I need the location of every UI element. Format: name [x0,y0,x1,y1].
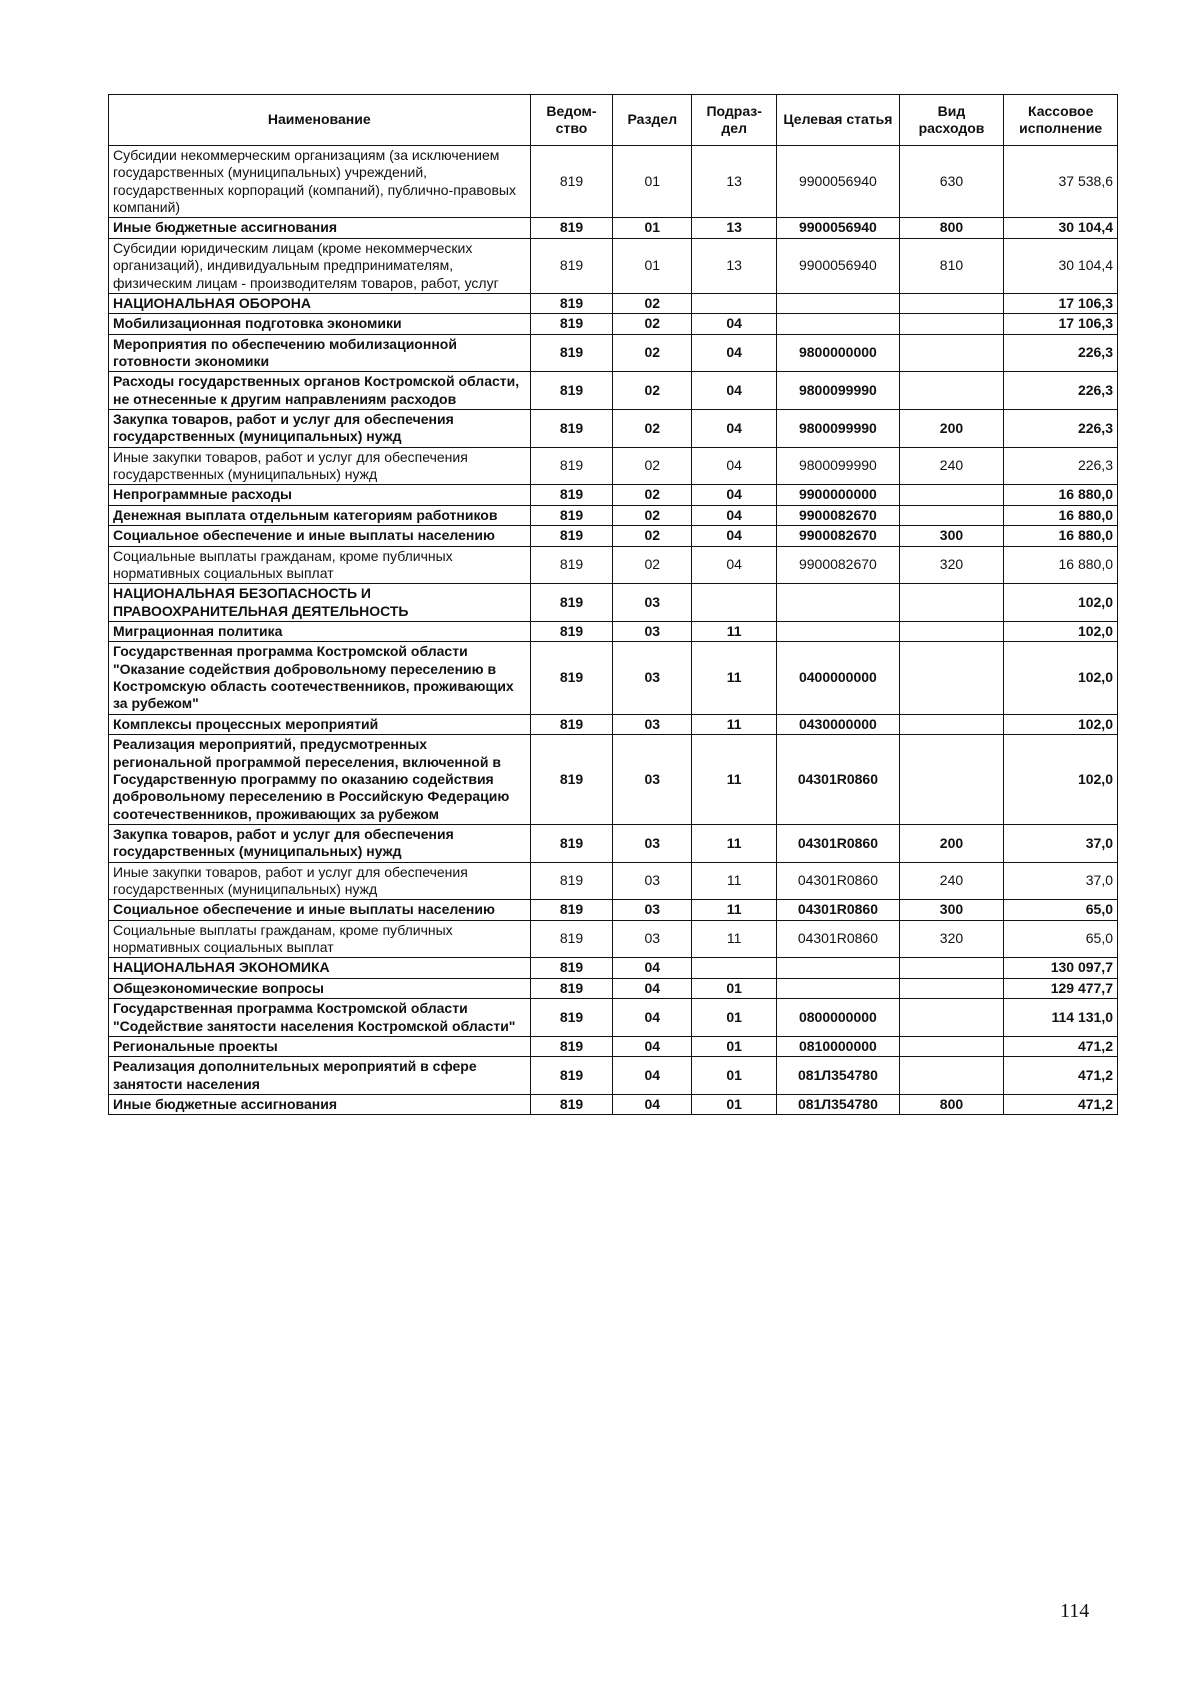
cell-podrazdel: 04 [692,410,777,448]
cell-razdel: 03 [613,735,692,825]
cell-kassovoe-ispolnenie: 471,2 [1004,1036,1118,1056]
cell-razdel: 03 [613,584,692,622]
cell-celevaya-statya: 04301R0860 [777,920,899,958]
table-row [109,900,1118,920]
cell-kassovoe-ispolnenie: 102,0 [1004,621,1118,641]
cell-name: НАЦИОНАЛЬНАЯ ЭКОНОМИКА [109,958,531,978]
cell-name: НАЦИОНАЛЬНАЯ ОБОРОНА [109,293,531,313]
cell-vid-rashodov: 200 [899,824,1004,862]
cell-vedomstvo: 819 [530,714,613,734]
cell-celevaya-statya: 9900082670 [777,546,899,584]
cell-kassovoe-ispolnenie: 471,2 [1004,1057,1118,1095]
cell-razdel: 02 [613,546,692,584]
cell-vid-rashodov: 200 [899,410,1004,448]
table-row [109,526,1118,546]
table-header-row [109,95,1118,146]
cell-podrazdel [692,958,777,978]
cell-vid-rashodov: 320 [899,920,1004,958]
table-row [109,546,1118,584]
cell-vedomstvo: 819 [530,238,613,293]
cell-kassovoe-ispolnenie: 37,0 [1004,824,1118,862]
cell-podrazdel: 13 [692,238,777,293]
cell-celevaya-statya [777,293,899,313]
cell-razdel: 03 [613,621,692,641]
table-row [109,1036,1118,1056]
cell-razdel: 03 [613,714,692,734]
cell-name: Иные бюджетные ассигнования [109,218,531,238]
cell-kassovoe-ispolnenie: 30 104,4 [1004,238,1118,293]
header-vedomstvo: Ведом-ство [530,95,613,146]
cell-celevaya-statya: 9900056940 [777,146,899,218]
cell-name: Иные закупки товаров, работ и услуг для обеспечения государственных (муниципальных) нужд [109,862,531,900]
cell-podrazdel: 01 [692,1057,777,1095]
cell-vedomstvo: 819 [530,146,613,218]
budget-table [108,94,1118,1115]
cell-podrazdel: 01 [692,978,777,998]
cell-podrazdel: 04 [692,447,777,485]
cell-vid-rashodov: 630 [899,146,1004,218]
cell-kassovoe-ispolnenie: 17 106,3 [1004,314,1118,334]
cell-vid-rashodov: 800 [899,218,1004,238]
table-row [109,293,1118,313]
cell-vid-rashodov [899,621,1004,641]
cell-name: Миграционная политика [109,621,531,641]
cell-celevaya-statya: 04301R0860 [777,824,899,862]
cell-kassovoe-ispolnenie: 102,0 [1004,642,1118,714]
cell-name: Мобилизационная подготовка экономики [109,314,531,334]
table-row [109,146,1118,218]
table-row [109,447,1118,485]
table-row [109,334,1118,372]
table-row [109,735,1118,825]
cell-vid-rashodov: 320 [899,546,1004,584]
cell-celevaya-statya: 04301R0860 [777,862,899,900]
cell-razdel: 04 [613,1036,692,1056]
table-row [109,485,1118,505]
header-razdel: Раздел [613,95,692,146]
cell-razdel: 02 [613,372,692,410]
cell-vedomstvo: 819 [530,621,613,641]
cell-podrazdel: 04 [692,372,777,410]
cell-vedomstvo: 819 [530,862,613,900]
cell-podrazdel: 11 [692,920,777,958]
header-kassovoe-ispolnenie: Кассовое исполнение [1004,95,1118,146]
cell-vedomstvo: 819 [530,218,613,238]
cell-razdel: 03 [613,642,692,714]
header-podrazdel: Подраз-дел [692,95,777,146]
cell-razdel: 02 [613,485,692,505]
cell-razdel: 04 [613,999,692,1037]
table-body [109,146,1118,1115]
table-row [109,824,1118,862]
cell-razdel: 02 [613,447,692,485]
cell-celevaya-statya: 9800099990 [777,447,899,485]
cell-podrazdel: 11 [692,824,777,862]
table-row [109,999,1118,1037]
cell-kassovoe-ispolnenie: 65,0 [1004,920,1118,958]
cell-name: Денежная выплата отдельным категориям работников [109,505,531,525]
table-row [109,958,1118,978]
cell-vedomstvo: 819 [530,958,613,978]
table-row [109,372,1118,410]
cell-celevaya-statya [777,584,899,622]
cell-razdel: 02 [613,505,692,525]
cell-celevaya-statya: 9800099990 [777,372,899,410]
cell-kassovoe-ispolnenie: 30 104,4 [1004,218,1118,238]
cell-name: Закупка товаров, работ и услуг для обеспечения государственных (муниципальных) нужд [109,410,531,448]
cell-vedomstvo: 819 [530,293,613,313]
cell-vid-rashodov: 300 [899,526,1004,546]
cell-kassovoe-ispolnenie: 65,0 [1004,900,1118,920]
cell-name: Общеэкономические вопросы [109,978,531,998]
cell-kassovoe-ispolnenie: 16 880,0 [1004,546,1118,584]
cell-kassovoe-ispolnenie: 226,3 [1004,410,1118,448]
cell-celevaya-statya: 9900082670 [777,526,899,546]
cell-vedomstvo: 819 [530,314,613,334]
table-row [109,584,1118,622]
cell-name: Закупка товаров, работ и услуг для обеспечения государственных (муниципальных) нужд [109,824,531,862]
cell-name: Иные бюджетные ассигнования [109,1094,531,1114]
cell-podrazdel: 04 [692,505,777,525]
cell-podrazdel: 13 [692,218,777,238]
cell-name: Государственная программа Костромской области "Содействие занятости населения Костромской области" [109,999,531,1037]
cell-podrazdel [692,293,777,313]
cell-vedomstvo: 819 [530,546,613,584]
cell-podrazdel: 11 [692,900,777,920]
cell-celevaya-statya [777,958,899,978]
header-vid-rashodov: Вид расходов [899,95,1004,146]
table-row [109,621,1118,641]
table-row [109,920,1118,958]
cell-celevaya-statya: 0810000000 [777,1036,899,1056]
cell-vid-rashodov: 810 [899,238,1004,293]
cell-celevaya-statya: 0800000000 [777,999,899,1037]
cell-vid-rashodov [899,642,1004,714]
cell-name: Социальные выплаты гражданам, кроме публичных нормативных социальных выплат [109,920,531,958]
cell-vid-rashodov [899,334,1004,372]
table-row [109,314,1118,334]
table-row [109,1057,1118,1095]
cell-vedomstvo: 819 [530,735,613,825]
cell-podrazdel: 11 [692,714,777,734]
cell-vid-rashodov [899,735,1004,825]
cell-vedomstvo: 819 [530,900,613,920]
cell-vid-rashodov: 240 [899,447,1004,485]
cell-name: Социальное обеспечение и иные выплаты населению [109,526,531,546]
cell-vid-rashodov [899,958,1004,978]
cell-podrazdel: 11 [692,735,777,825]
cell-razdel: 02 [613,526,692,546]
cell-razdel: 04 [613,978,692,998]
cell-vid-rashodov [899,1036,1004,1056]
cell-celevaya-statya: 9800000000 [777,334,899,372]
cell-celevaya-statya: 9900000000 [777,485,899,505]
cell-name: Мероприятия по обеспечению мобилизационной готовности экономики [109,334,531,372]
cell-podrazdel: 04 [692,485,777,505]
cell-celevaya-statya [777,978,899,998]
cell-kassovoe-ispolnenie: 16 880,0 [1004,485,1118,505]
cell-razdel: 03 [613,862,692,900]
cell-name: Реализация мероприятий, предусмотренных региональной программой переселения, включенной в Государственную программу по оказанию содействия добровольному переселению в Российскую Федерацию соотечественников, проживающих за рубежом [109,735,531,825]
cell-vid-rashodov [899,372,1004,410]
cell-vedomstvo: 819 [530,1036,613,1056]
cell-podrazdel: 13 [692,146,777,218]
cell-podrazdel: 01 [692,1036,777,1056]
cell-celevaya-statya: 0400000000 [777,642,899,714]
cell-podrazdel: 11 [692,642,777,714]
cell-name: Региональные проекты [109,1036,531,1056]
cell-celevaya-statya: 9900056940 [777,218,899,238]
table-row [109,218,1118,238]
cell-name: Субсидии юридическим лицам (кроме некоммерческих организаций), индивидуальным предпринимателям, физическим лицам - производителям товаров, работ, услуг [109,238,531,293]
cell-celevaya-statya [777,621,899,641]
cell-vedomstvo: 819 [530,526,613,546]
header-name: Наименование [109,95,531,146]
cell-podrazdel: 04 [692,546,777,584]
table-row [109,410,1118,448]
cell-kassovoe-ispolnenie: 129 477,7 [1004,978,1118,998]
cell-kassovoe-ispolnenie: 102,0 [1004,714,1118,734]
cell-celevaya-statya: 04301R0860 [777,900,899,920]
cell-vid-rashodov [899,999,1004,1037]
cell-razdel: 03 [613,824,692,862]
cell-celevaya-statya: 081Л354780 [777,1057,899,1095]
cell-razdel: 01 [613,146,692,218]
cell-name: Расходы государственных органов Костромской области, не отнесенные к другим направлениям расходов [109,372,531,410]
cell-vid-rashodov: 300 [899,900,1004,920]
cell-kassovoe-ispolnenie: 102,0 [1004,735,1118,825]
cell-razdel: 02 [613,334,692,372]
cell-vid-rashodov [899,978,1004,998]
cell-podrazdel: 04 [692,334,777,372]
cell-kassovoe-ispolnenie: 226,3 [1004,447,1118,485]
cell-vid-rashodov [899,1057,1004,1095]
table-row [109,238,1118,293]
cell-podrazdel: 11 [692,862,777,900]
cell-celevaya-statya: 9900082670 [777,505,899,525]
cell-celevaya-statya: 9900056940 [777,238,899,293]
cell-vedomstvo: 819 [530,505,613,525]
cell-vedomstvo: 819 [530,334,613,372]
cell-vid-rashodov: 240 [899,862,1004,900]
cell-vedomstvo: 819 [530,1094,613,1114]
cell-name: Реализация дополнительных мероприятий в сфере занятости населения [109,1057,531,1095]
cell-razdel: 03 [613,920,692,958]
cell-razdel: 01 [613,218,692,238]
table-row [109,642,1118,714]
cell-name: Субсидии некоммерческим организациям (за исключением государственных (муниципальных) учреждений, государственных корпораций (компаний), публично-правовых компаний) [109,146,531,218]
cell-vedomstvo: 819 [530,824,613,862]
cell-razdel: 02 [613,293,692,313]
cell-kassovoe-ispolnenie: 16 880,0 [1004,526,1118,546]
cell-razdel: 02 [613,410,692,448]
cell-razdel: 04 [613,958,692,978]
cell-celevaya-statya: 04301R0860 [777,735,899,825]
cell-vedomstvo: 819 [530,1057,613,1095]
cell-vid-rashodov [899,714,1004,734]
cell-podrazdel: 01 [692,1094,777,1114]
cell-vedomstvo: 819 [530,447,613,485]
cell-vedomstvo: 819 [530,410,613,448]
cell-vid-rashodov [899,293,1004,313]
cell-podrazdel: 04 [692,526,777,546]
cell-kassovoe-ispolnenie: 471,2 [1004,1094,1118,1114]
cell-vid-rashodov [899,505,1004,525]
cell-vedomstvo: 819 [530,642,613,714]
table-row [109,714,1118,734]
cell-vedomstvo: 819 [530,584,613,622]
cell-vedomstvo: 819 [530,920,613,958]
table-row [109,1094,1118,1114]
cell-razdel: 03 [613,900,692,920]
cell-kassovoe-ispolnenie: 17 106,3 [1004,293,1118,313]
cell-razdel: 04 [613,1057,692,1095]
cell-podrazdel: 11 [692,621,777,641]
cell-kassovoe-ispolnenie: 130 097,7 [1004,958,1118,978]
cell-razdel: 02 [613,314,692,334]
cell-vid-rashodov [899,314,1004,334]
cell-podrazdel: 01 [692,999,777,1037]
cell-name: Социальные выплаты гражданам, кроме публичных нормативных социальных выплат [109,546,531,584]
cell-kassovoe-ispolnenie: 37,0 [1004,862,1118,900]
header-celevaya-statya: Целевая статья [777,95,899,146]
cell-name: Иные закупки товаров, работ и услуг для обеспечения государственных (муниципальных) нужд [109,447,531,485]
cell-vedomstvo: 819 [530,372,613,410]
cell-name: Социальное обеспечение и иные выплаты населению [109,900,531,920]
cell-name: Непрограммные расходы [109,485,531,505]
cell-vedomstvo: 819 [530,978,613,998]
cell-kassovoe-ispolnenie: 226,3 [1004,334,1118,372]
cell-vid-rashodov: 800 [899,1094,1004,1114]
cell-podrazdel: 04 [692,314,777,334]
cell-celevaya-statya: 081Л354780 [777,1094,899,1114]
cell-vedomstvo: 819 [530,485,613,505]
cell-podrazdel [692,584,777,622]
table-row [109,978,1118,998]
cell-kassovoe-ispolnenie: 226,3 [1004,372,1118,410]
table-row [109,862,1118,900]
cell-vid-rashodov [899,485,1004,505]
cell-name: Комплексы процессных мероприятий [109,714,531,734]
table-row [109,505,1118,525]
cell-celevaya-statya: 9800099990 [777,410,899,448]
cell-vid-rashodov [899,584,1004,622]
cell-kassovoe-ispolnenie: 37 538,6 [1004,146,1118,218]
page-number: 114 [1060,1600,1090,1622]
cell-name: НАЦИОНАЛЬНАЯ БЕЗОПАСНОСТЬ И ПРАВООХРАНИТЕЛЬНАЯ ДЕЯТЕЛЬНОСТЬ [109,584,531,622]
cell-name: Государственная программа Костромской области "Оказание содействия добровольному переселению в Костромскую область соотечественников, проживающих за рубежом" [109,642,531,714]
cell-celevaya-statya: 0430000000 [777,714,899,734]
cell-razdel: 01 [613,238,692,293]
cell-celevaya-statya [777,314,899,334]
cell-kassovoe-ispolnenie: 102,0 [1004,584,1118,622]
cell-razdel: 04 [613,1094,692,1114]
cell-kassovoe-ispolnenie: 16 880,0 [1004,505,1118,525]
cell-kassovoe-ispolnenie: 114 131,0 [1004,999,1118,1037]
cell-vedomstvo: 819 [530,999,613,1037]
